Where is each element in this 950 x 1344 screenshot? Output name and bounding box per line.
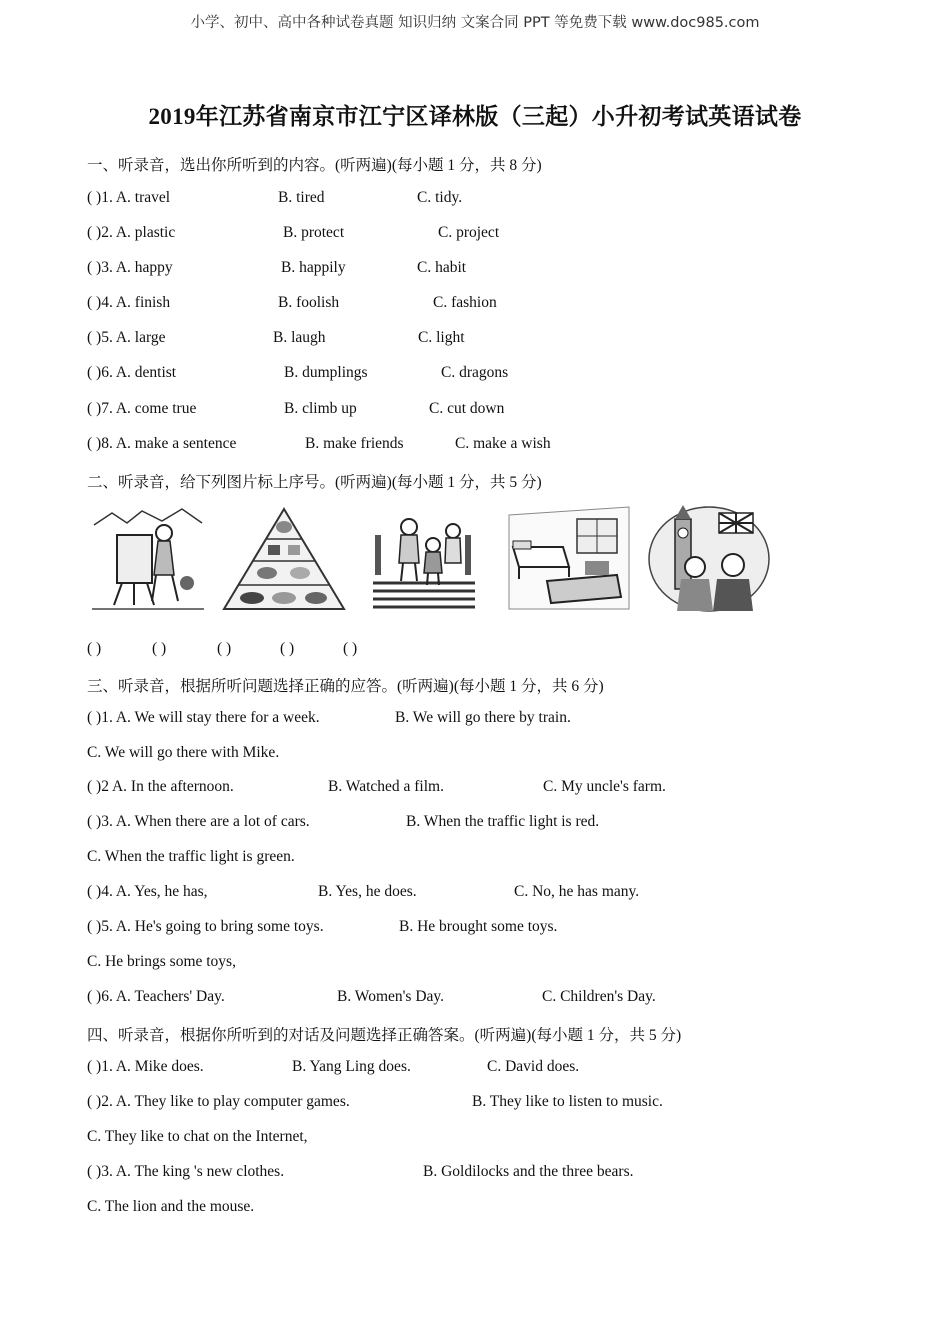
p3-q5-a: ( )5. A. He's going to bring some toys. [87,918,324,935]
p1-q3-c: C. habit [417,259,467,276]
p4-q2-c: C. They like to chat on the Internet, [87,1128,308,1145]
p3-q1-c: C. We will go there with Mike. [87,744,280,761]
p1-q8-a: ( )8. A. make a sentence [87,435,237,452]
p3-q5-b: B. He brought some toys. [399,918,558,935]
p4-q1-c: C. David does. [487,1058,580,1075]
p3-q3-c: C. When the traffic light is green. [87,848,295,865]
section-1-heading: 一、听录音，选出你所听到的内容。(听两遍)(每小题 1 分，共 8 分) [87,157,542,174]
picture-answer-1[interactable]: ( ) [87,640,102,657]
p1-q5-c: C. light [418,329,465,346]
p1-q1-a: ( )1. A. travel [87,189,171,206]
p1-q4-c: C. fashion [433,294,497,311]
section-3-heading: 三、听录音，根据所听问题选择正确的应答。(听两遍)(每小题 1 分，共 6 分) [87,678,604,695]
section-2-heading: 二、听录音，给下列图片标上序号。(听两遍)(每小题 1 分，共 5 分) [87,474,542,491]
p1-q6-b: B. dumplings [284,364,368,381]
picture-answer-2[interactable]: ( ) [152,640,167,657]
p4-q3-a: ( )3. A. The king 's new clothes. [87,1163,285,1180]
p3-q6-b: B. Women's Day. [337,988,445,1005]
p1-q8-b: B. make friends [305,435,404,452]
p4-q3-b: B. Goldilocks and the three bears. [423,1163,634,1180]
p1-q2-a: ( )2. A. plastic [87,224,176,241]
p1-q7-a: ( )7. A. come true [87,400,197,417]
section-4-heading: 四、听录音，根据你所听到的对话及问题选择正确答案。(听两遍)(每小题 1 分，共 5 分) [87,1027,682,1044]
p1-q4-b: B. foolish [278,294,340,311]
p3-q4-a: ( )4. A. Yes, he has, [87,883,208,900]
p4-q2-b: B. They like to listen to music. [472,1093,663,1110]
painter-icon [92,505,204,613]
p3-q3-a: ( )3. A. When there are a lot of cars. [87,813,310,830]
p3-q4-c: C. No, he has many. [514,883,640,900]
p3-q4-b: B. Yes, he does. [318,883,417,900]
p1-q6-c: C. dragons [441,364,509,381]
p3-q3-b: B. When the traffic light is red. [406,813,600,830]
p3-q5-c: C. He brings some toys, [87,953,236,970]
picture-answer-5[interactable]: ( ) [343,640,358,657]
p3-q2-c: C. My uncle's farm. [543,778,666,795]
picture-row [87,505,787,615]
p3-q6-c: C. Children's Day. [542,988,656,1005]
page-title: 2019年江苏省南京市江宁区译林版（三起）小升初考试英语试卷 [148,104,802,129]
p1-q2-c: C. project [438,224,500,241]
site-banner: 小学、初中、高中各种试卷真题 知识归纳 文案合同 PPT 等免费下载 www.doc985.com [190,15,760,31]
p1-q5-a: ( )5. A. large [87,329,166,346]
p1-q8-c: C. make a wish [455,435,551,452]
p1-q5-b: B. laugh [273,329,326,346]
p1-q2-b: B. protect [283,224,345,241]
p3-q2-b: B. Watched a film. [328,778,444,795]
p1-q3-b: B. happily [281,259,346,276]
p1-q7-b: B. climb up [284,400,357,417]
p1-q1-b: B. tired [278,189,325,206]
bedroom-icon [507,505,632,613]
p1-q6-a: ( )6. A. dentist [87,364,177,381]
picture-answer-3[interactable]: ( ) [217,640,232,657]
p3-q6-a: ( )6. A. Teachers' Day. [87,988,225,1005]
p3-q2-a: ( )2 A. In the afternoon. [87,778,234,795]
p4-q1-b: B. Yang Ling does. [292,1058,411,1075]
crossing-icon [369,505,479,613]
london-icon [647,505,772,613]
p3-q1-a: ( )1. A. We will stay there for a week. [87,709,320,726]
p3-q1-b: B. We will go there by train. [395,709,571,726]
picture-answer-4[interactable]: ( ) [280,640,295,657]
p1-q3-a: ( )3. A. happy [87,259,173,276]
p4-q3-c: C. The lion and the mouse. [87,1198,255,1215]
p4-q2-a: ( )2. A. They like to play computer games. [87,1093,350,1110]
food-pyramid-icon [222,505,347,613]
p1-q4-a: ( )4. A. finish [87,294,171,311]
p1-q7-c: C. cut down [429,400,505,417]
p1-q1-c: C. tidy. [417,189,463,206]
p4-q1-a: ( )1. A. Mike does. [87,1058,204,1075]
